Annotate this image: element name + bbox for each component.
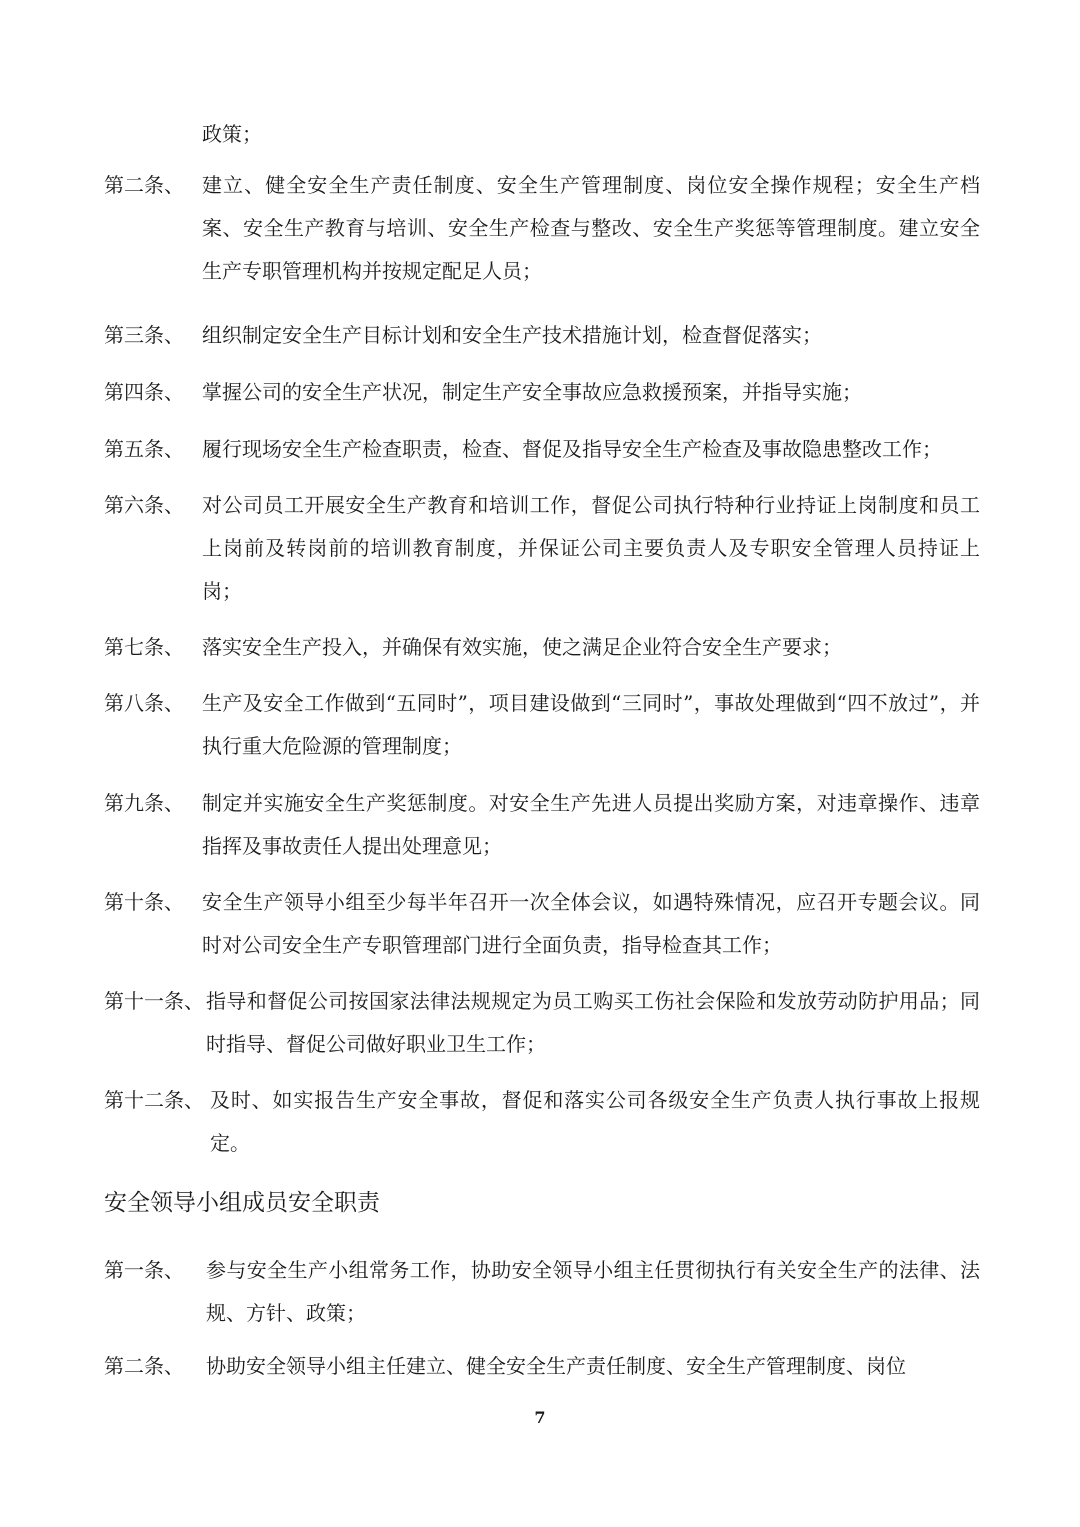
article-item [104, 1079, 980, 1165]
article-text: 安全生产领导小组至少每半年召开一次全体会议，如遇特殊情况，应召开专题会议。同时对公司安全生产专职管理部门进行全面负责，指导检查其工作； [202, 890, 980, 957]
article-text: 指导和督促公司按国家法律法规规定为员工购买工伤社会保险和发放劳动防护用品；同时指导、督促公司做好职业卫生工作； [206, 989, 980, 1056]
article-item [104, 1249, 980, 1335]
article-number: 第五条、 [104, 437, 184, 461]
article-item [104, 980, 980, 1066]
article-item [104, 428, 980, 471]
article-text: 对公司员工开展安全生产教育和培训工作，督促公司执行特种行业持证上岗制度和员工上岗前及转岗前的培训教育制度，并保证公司主要负责人及专职安全管理人员持证上岗； [202, 493, 980, 603]
article-number: 第四条、 [104, 380, 184, 404]
article-text: 制定并实施安全生产奖惩制度。对安全生产先进人员提出奖励方案，对违章操作、违章指挥及事故责任人提出处理意见； [202, 791, 980, 858]
article-text: 及时、如实报告生产安全事故，督促和落实公司各级安全生产负责人执行事故上报规定。 [210, 1088, 980, 1155]
article-text: 参与安全生产小组常务工作，协助安全领导小组主任贯彻执行有关安全生产的法律、法规、方针、政策； [206, 1258, 980, 1325]
article-text: 协助安全领导小组主任建立、健全安全生产责任制度、安全生产管理制度、岗位 [206, 1354, 906, 1378]
article-item [104, 1345, 980, 1388]
article-number: 第二条、 [104, 173, 184, 197]
article-number: 第十二条、 [104, 1088, 204, 1112]
article-number: 第九条、 [104, 791, 184, 815]
article-number: 第一条、 [104, 1258, 184, 1282]
article-text: 掌握公司的安全生产状况，制定生产安全事故应急救援预案，并指导实施； [202, 380, 862, 404]
article-item [104, 626, 980, 669]
article-text: 建立、健全安全生产责任制度、安全生产管理制度、岗位安全操作规程；安全生产档案、安全生产教育与培训、安全生产检查与整改、安全生产奖惩等管理制度。建立安全生产专职管理机构并按规定配足人员； [202, 173, 980, 283]
article-item [104, 782, 980, 868]
article-item [104, 164, 980, 293]
article-number: 第十条、 [104, 890, 184, 914]
article-item [104, 314, 980, 357]
article-number: 第十一条、 [104, 989, 204, 1013]
article-number: 第七条、 [104, 635, 184, 659]
article-text: 履行现场安全生产检查职责，检查、督促及指导安全生产检查及事故隐患整改工作； [202, 437, 942, 461]
article-item [104, 881, 980, 967]
article-number: 第二条、 [104, 1354, 184, 1378]
article-number: 第六条、 [104, 493, 184, 517]
article-item [104, 682, 980, 768]
article-number: 第八条、 [104, 691, 184, 715]
article-text: 生产及安全工作做到“五同时”，项目建设做到“三同时”，事故处理做到“四不放过”，并执行重大危险源的管理制度； [202, 691, 980, 758]
article-text: 组织制定安全生产目标计划和安全生产技术措施计划，检查督促落实； [202, 323, 822, 347]
article-text: 落实安全生产投入，并确保有效实施，使之满足企业符合安全生产要求； [202, 635, 842, 659]
continuation-text: 政策； [202, 122, 262, 146]
section-title: 安全领导小组成员安全职责 [104, 1190, 380, 1216]
page-number: 7 [534, 1408, 546, 1427]
article-item [104, 484, 980, 613]
article-item [104, 371, 980, 414]
article-number: 第三条、 [104, 323, 184, 347]
